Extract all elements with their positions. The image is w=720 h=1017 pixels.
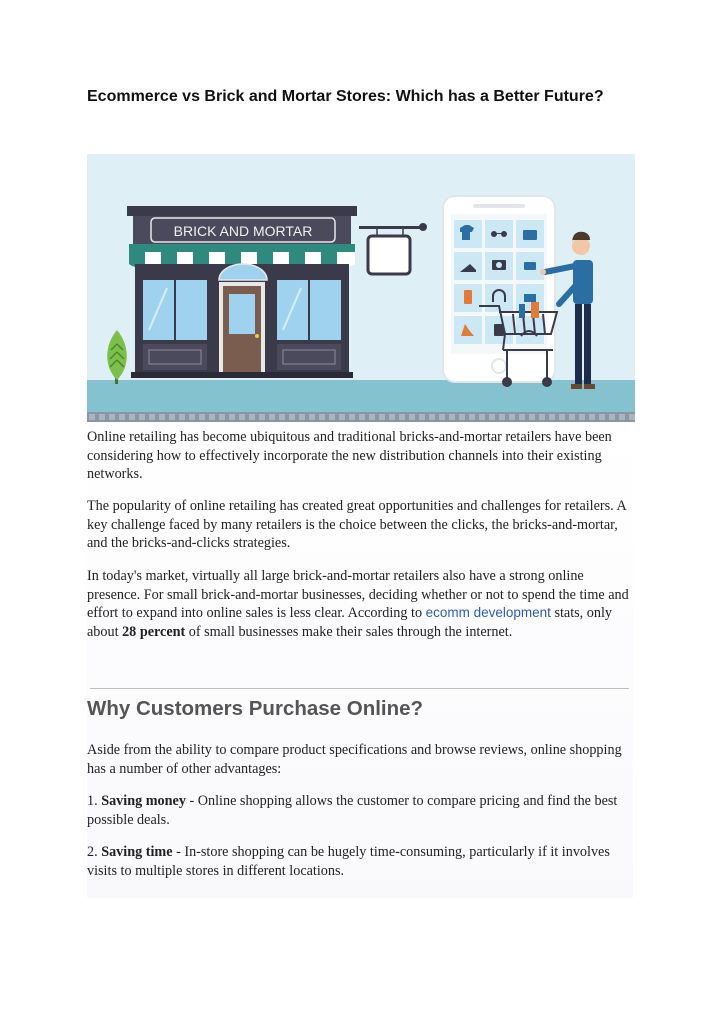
ecomm-development-link[interactable]: ecomm development [425, 605, 551, 621]
article-title: Ecommerce vs Brick and Mortar Stores: Which has a Better Future? [87, 88, 604, 105]
section-heading: Why Customers Purchase Online? [87, 697, 424, 720]
paragraph-popularity: The popularity of online retailing has created great opportunities and challenges for retailers. A key challenge faced by many retailers is the choice between the clicks, the bricks-and-mortar, and the bricks-and-clicks strategies. [87, 498, 626, 552]
market-text-start: In today's market, virtually all large brick-and-mortar retailers also have a strong online presence. For small brick-and-mortar businesses, deciding whether or not to spend the time and effort to expand into online sales is less clear. According to [87, 568, 629, 622]
list-item-title: Saving time [101, 844, 173, 860]
list-item-text: - In-store shopping can be hugely time-consuming, particularly if it involves visits to multiple stores in different locations. [87, 844, 610, 879]
paragraph-market [87, 567, 633, 642]
market-text-middle: stats, only about [87, 605, 612, 641]
market-text-end: of small businesses make their sales through the internet. [188, 624, 513, 641]
paragraph-intro: Online retailing has become ubiquitous and traditional bricks-and-mortar retailers have been considering how to effectively incorporate the new distribution channels into their existing networks. [87, 429, 612, 483]
list-item [87, 843, 633, 880]
smartphone-illustration [443, 196, 555, 382]
hero-illustration [87, 154, 635, 422]
stat-highlight: 28 percent [122, 624, 186, 641]
storefront [127, 206, 357, 378]
list-item-number: 1. [87, 793, 98, 809]
list-item [87, 792, 633, 829]
list-item-text: - Online shopping allows the customer to compare pricing and find the best possible deals. [87, 793, 618, 828]
store-sign-text: BRICK AND MORTAR [173, 223, 313, 239]
list-item-number: 2. [87, 844, 98, 860]
paragraph-advantages-intro: Aside from the ability to compare product specifications and browse reviews, online shopping has a number of other advantages: [87, 742, 622, 777]
list-item-title: Saving money [101, 793, 186, 809]
section-divider [90, 688, 629, 689]
